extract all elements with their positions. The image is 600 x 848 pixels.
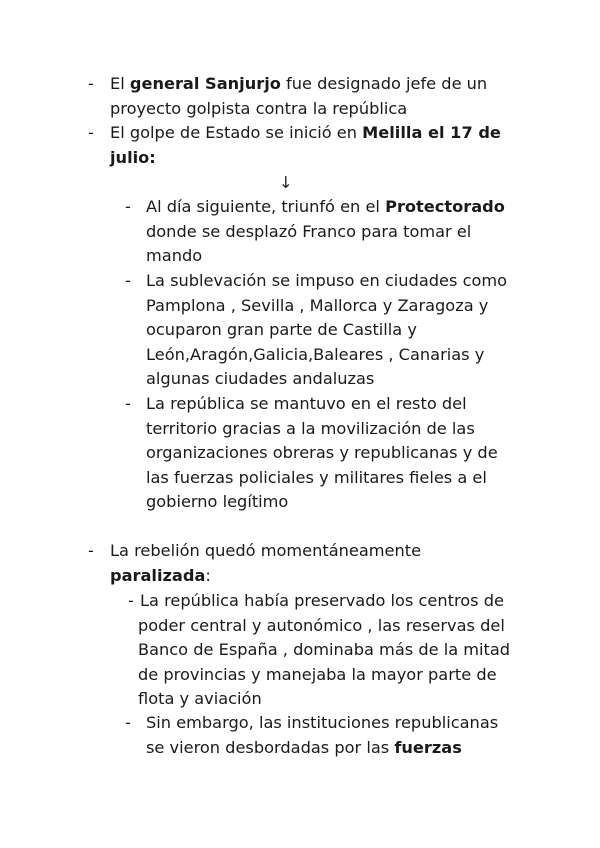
text-run: Al día siguiente, triunfó en el [146,197,386,216]
text-run: El golpe de Estado se inició en [110,123,363,142]
text-line: La sublevación se impuso en ciudades como [146,271,508,290]
bullet-dash: - [88,74,94,93]
text-line: de provincias y manejaba la mayor parte de [138,664,497,684]
bullet-item-rebelion [110,539,421,588]
bold-text: paralizada [110,565,206,585]
sub-item-sublevacion [146,269,507,392]
text-line: Banco de España , dominaba más de la mitad [138,640,511,659]
bullet-dash: - [128,591,134,610]
text-run: El [110,74,130,93]
text-line [146,736,498,761]
text-line [110,146,501,171]
sub-item-preservado [140,589,504,614]
text-line: flota y aviación [138,689,262,708]
text-line [146,195,505,220]
text-line [110,121,501,146]
bullet-dash: - [125,713,131,732]
text-line: gobierno legítimo [146,492,289,511]
text-line: La rebelión quedó momentáneamente [110,541,422,560]
text-line: Pamplona , Sevilla , Mallorca y Zaragoza y [146,295,489,315]
bold-text: Melilla el 17 de [362,123,501,142]
text-line: las fuerzas policiales y militares fieles a el [146,467,487,487]
text-run: se vieron desbordadas por las [146,737,395,757]
bullet-dash: - [125,197,131,216]
text-line: poder central y autonómico , las reservas del [138,615,505,635]
bullet-dash: - [88,123,94,142]
text-line: La república había preservado los centros de [140,591,504,610]
text-line [110,72,487,97]
text-run: fue designado jefe de un [280,74,488,93]
text-line: Sin embargo, las instituciones republicanas [146,713,499,732]
text-line: ocuparon gran parte de Castilla y [146,320,417,339]
text-line: organizaciones obreras y republicanas y de [146,443,498,462]
text-line: León,Aragón,Galicia,Baleares , Canarias y [146,344,485,364]
bold-text: general Sanjurjo [129,74,281,93]
text-line: La república se mantuvo en el resto del [146,394,467,413]
text-line: algunas ciudades andaluzas [146,369,375,388]
bold-text: Protectorado [385,197,505,216]
bullet-dash: - [125,394,131,413]
text-run: : [205,565,211,585]
bold-text: julio: [110,147,156,167]
sub-item-republica [146,392,498,515]
bold-text: fuerzas [394,737,462,757]
text-line [110,564,421,589]
text-line: proyecto golpista contra la república [110,98,408,118]
sub-item-protectorado [146,195,505,269]
text-line: territorio gracias a la movilización de las [146,418,475,438]
bullet-dash: - [88,541,94,560]
text-line: donde se desplazó Franco para tomar el [146,221,472,241]
bullet-item-golpe [110,121,501,170]
text-line: mando [146,246,203,265]
down-arrow-icon: ↓ [279,173,293,192]
bullet-dash: - [125,271,131,290]
sub-item-sin-embargo [146,711,498,760]
bullet-item-sanjurjo [110,72,487,121]
sub-item-preservado-cont [138,614,510,712]
